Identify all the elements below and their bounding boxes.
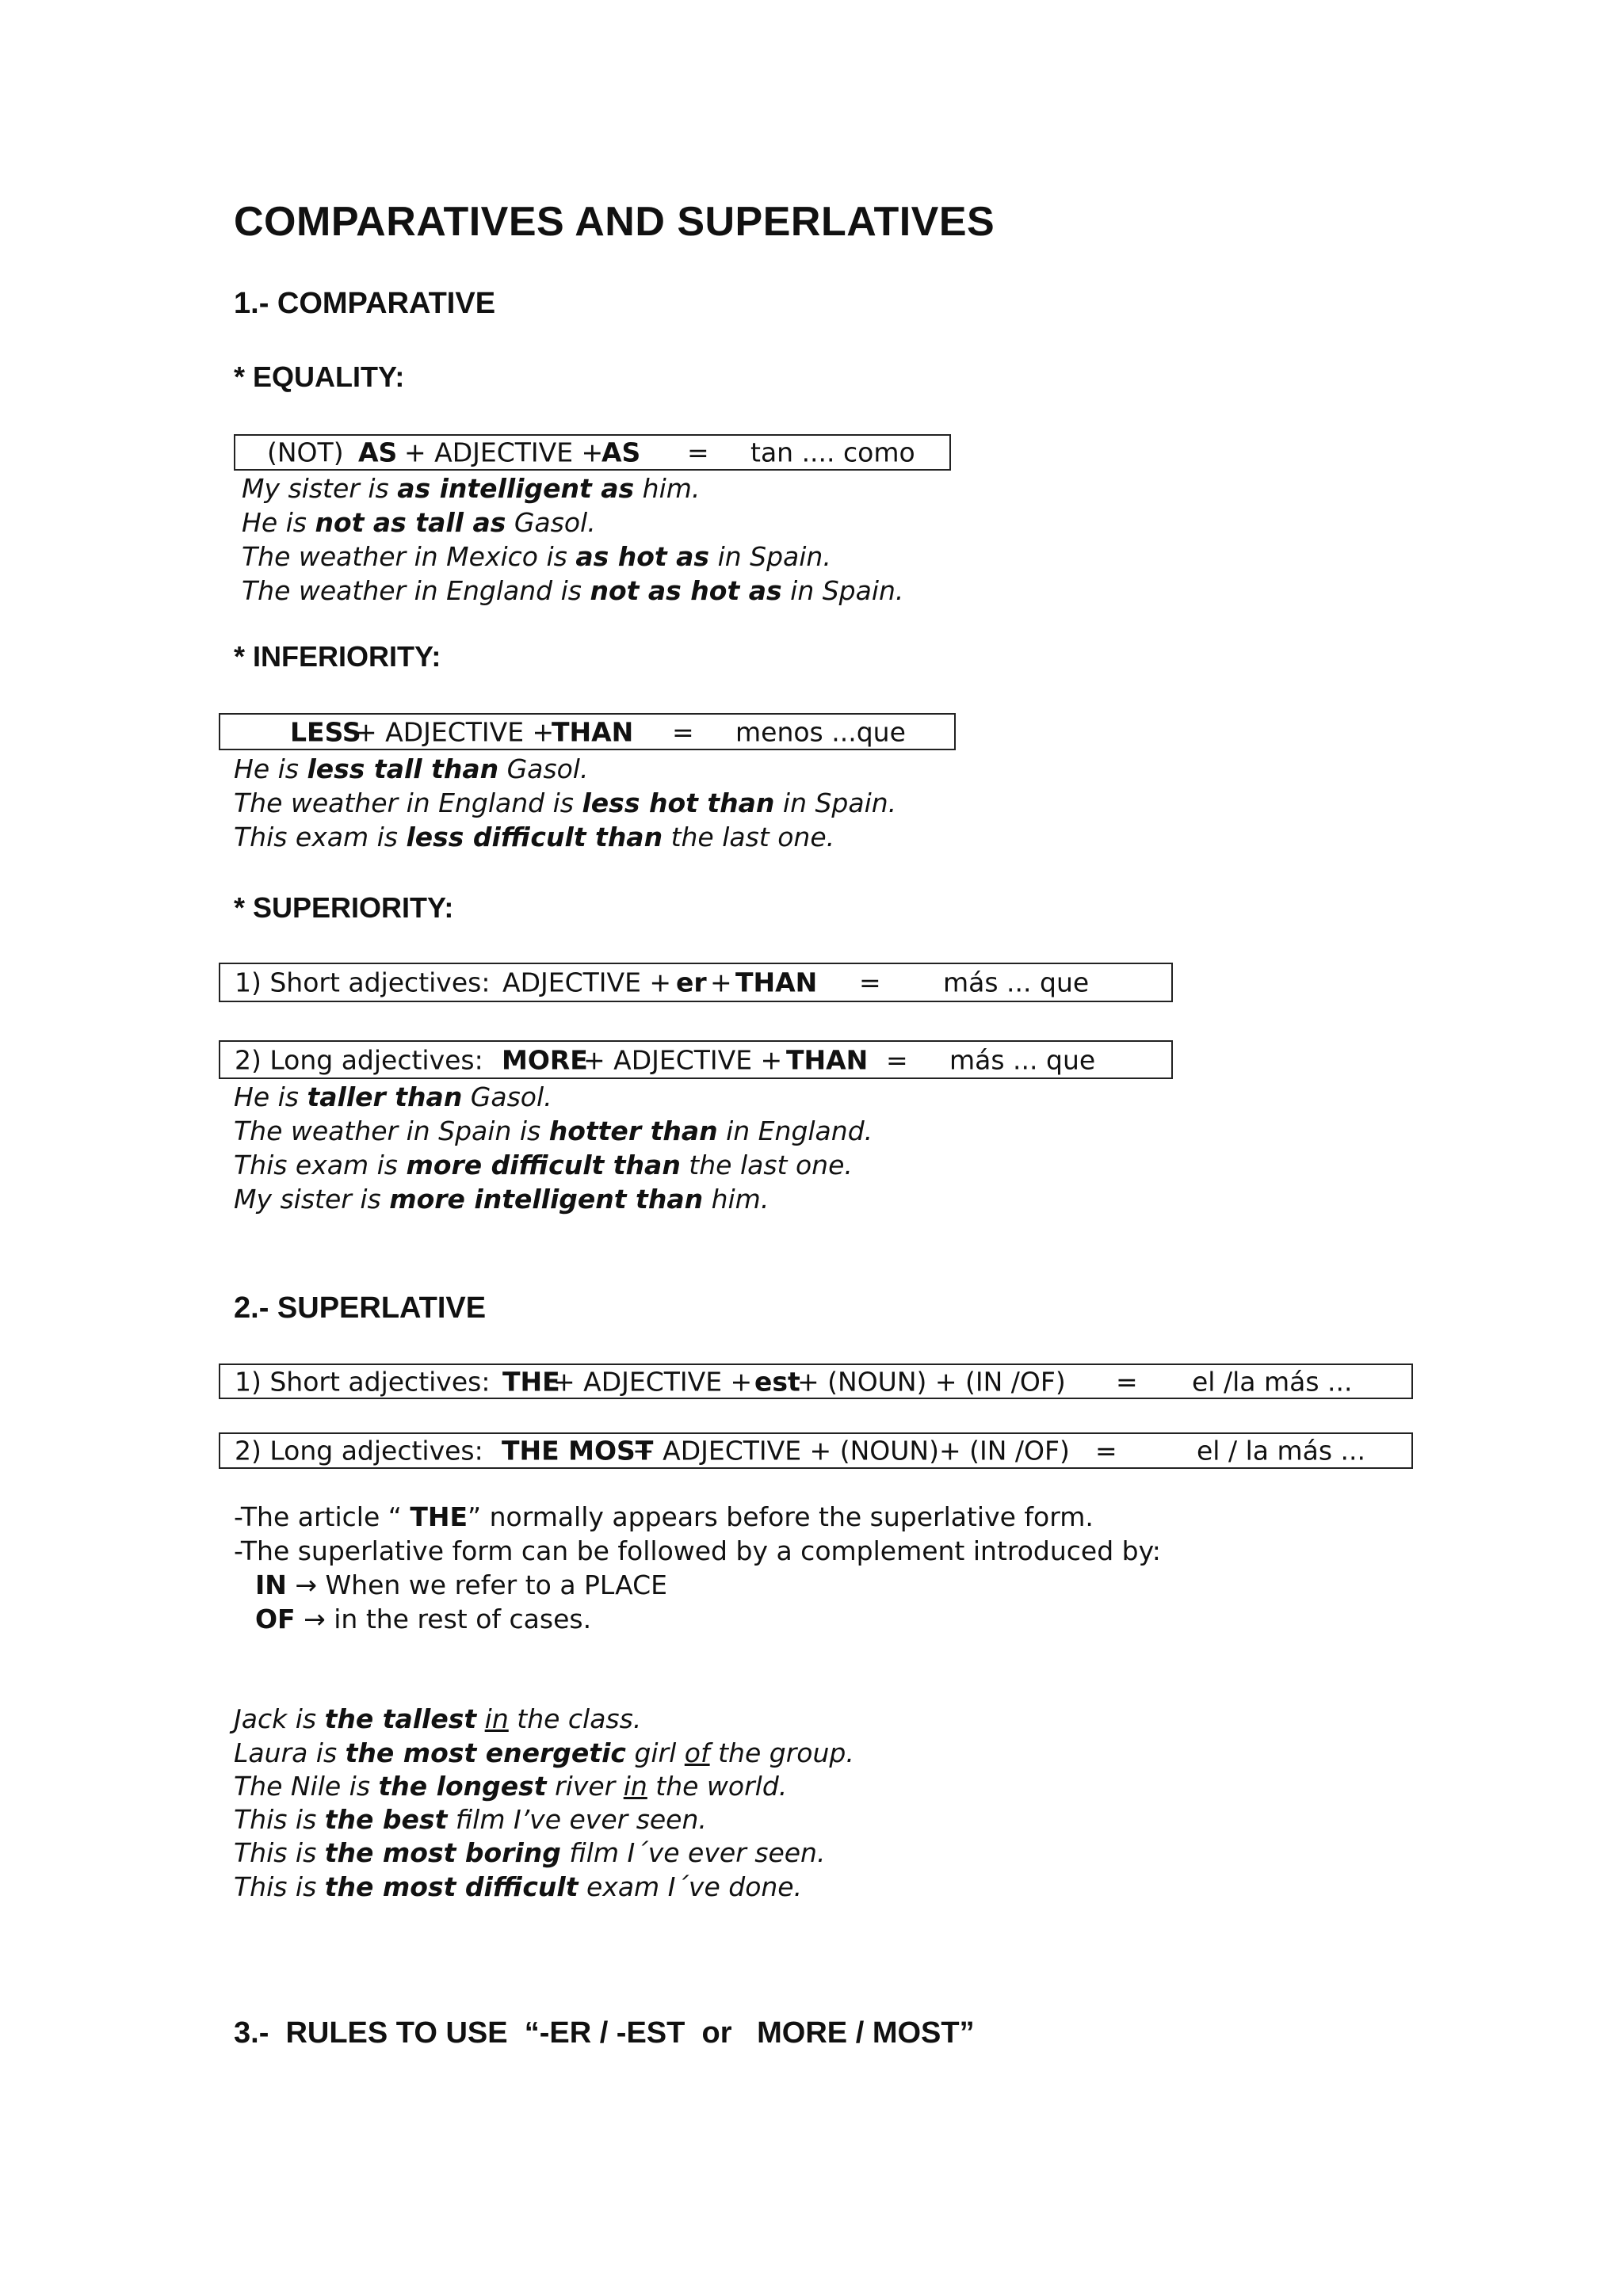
rule-meaning: el / la más ... (1197, 1435, 1365, 1466)
example-sentence: This exam is more difficult than the last one. (234, 1150, 853, 1180)
rule-plus: + (710, 967, 732, 998)
rule-meaning: tan .... como (750, 437, 915, 468)
rule-equals: = (886, 1044, 908, 1075)
rule-equals: = (859, 967, 881, 998)
rule-meaning: más ... que (943, 967, 1090, 998)
rule-label: 2) Long adjectives: (235, 1044, 483, 1075)
rule-keyword: AS (601, 437, 641, 468)
example-sentence: My sister is as intelligent as him. (242, 473, 701, 504)
subheading-inferiority: * INFERIORITY: (234, 640, 441, 673)
rule-text: + ADJECTIVE + (355, 716, 555, 747)
superlative-long-rule-box (219, 1432, 1413, 1469)
example-sentence: This is the most difficult exam I´ve done. (234, 1871, 803, 1902)
rule-meaning: menos ...que (735, 716, 906, 747)
rule-keyword: MORE (502, 1044, 588, 1075)
section-heading-superlative: 2.- SUPERLATIVE (234, 1291, 487, 1325)
section-heading-comparative: 1.- COMPARATIVE (234, 287, 496, 320)
rule-keyword: THAN (786, 1044, 869, 1075)
example-sentence: The weather in Spain is hotter than in England. (234, 1116, 873, 1146)
rule-meaning: más ... que (949, 1044, 1096, 1075)
note-line: -The article “ THE” normally appears before the superlative form. (234, 1501, 1094, 1532)
rule-keyword: er (676, 967, 707, 998)
rule-label: 1) Short adjectives: (235, 1366, 491, 1397)
example-sentence: This exam is less difficult than the last one. (234, 822, 835, 852)
rule-text: + ADJECTIVE + (NOUN)+ (IN /OF) (632, 1435, 1070, 1466)
equality-rule-box (234, 434, 951, 471)
rule-text: + ADJECTIVE + (553, 1366, 753, 1397)
note-in: IN → When we refer to a PLACE (255, 1569, 667, 1600)
rule-label: 1) Short adjectives: (235, 967, 491, 998)
rule-label: 2) Long adjectives: (235, 1435, 483, 1466)
rule-text: ADJECTIVE + (502, 967, 672, 998)
superlative-short-rule-box (219, 1363, 1413, 1399)
rule-meaning: el /la más ... (1192, 1366, 1353, 1397)
rule-keyword: est (754, 1366, 800, 1397)
rule-equals: = (1116, 1366, 1138, 1397)
example-sentence: He is less tall than Gasol. (234, 753, 589, 784)
superiority-short-rule-box (219, 963, 1173, 1002)
rule-not: (NOT) (267, 437, 344, 468)
example-sentence: He is not as tall as Gasol. (242, 507, 596, 538)
superiority-long-rule-box (219, 1040, 1173, 1079)
note-of: OF → in the rest of cases. (255, 1604, 592, 1634)
subheading-superiority: * SUPERIORITY: (234, 891, 454, 924)
example-sentence: My sister is more intelligent than him. (234, 1184, 769, 1215)
section-heading-rules: 3.- RULES TO USE “-ER / -EST or MORE / MOST” (234, 2016, 975, 2050)
rule-equals: = (1095, 1435, 1117, 1466)
rule-equals: = (687, 437, 709, 468)
page-title: COMPARATIVES AND SUPERLATIVES (234, 199, 995, 245)
rule-keyword: LESS (290, 716, 361, 747)
example-sentence: Laura is the most energetic girl of the group. (234, 1737, 854, 1768)
example-sentence: The weather in Mexico is as hot as in Spain. (242, 541, 831, 572)
example-sentence: This is the most boring film I´ve ever seen. (234, 1837, 826, 1868)
rule-keyword: THAN (735, 967, 818, 998)
example-sentence: This is the best film I’ve ever seen. (234, 1804, 707, 1835)
rule-keyword: THE MOST (502, 1435, 654, 1466)
rule-text: + (NOUN) + (IN /OF) (797, 1366, 1066, 1397)
rule-keyword: THAN (552, 716, 634, 747)
example-sentence: The weather in England is not as hot as in Spain. (242, 575, 904, 606)
subheading-equality: * EQUALITY: (234, 360, 405, 393)
rule-text: + ADJECTIVE + (583, 1044, 783, 1075)
note-line: -The superlative form can be followed by a complement introduced by: (234, 1535, 1161, 1566)
rule-keyword: THE (502, 1366, 560, 1397)
example-sentence: He is taller than Gasol. (234, 1081, 552, 1112)
rule-keyword: AS (358, 437, 398, 468)
rule-text: + ADJECTIVE + (404, 437, 604, 468)
inferiority-rule-box (219, 713, 956, 750)
rule-equals: = (672, 716, 694, 747)
example-sentence: Jack is the tallest in the class. (234, 1703, 642, 1734)
example-sentence: The weather in England is less hot than in Spain. (234, 788, 897, 818)
example-sentence: The Nile is the longest river in the world. (234, 1771, 788, 1802)
